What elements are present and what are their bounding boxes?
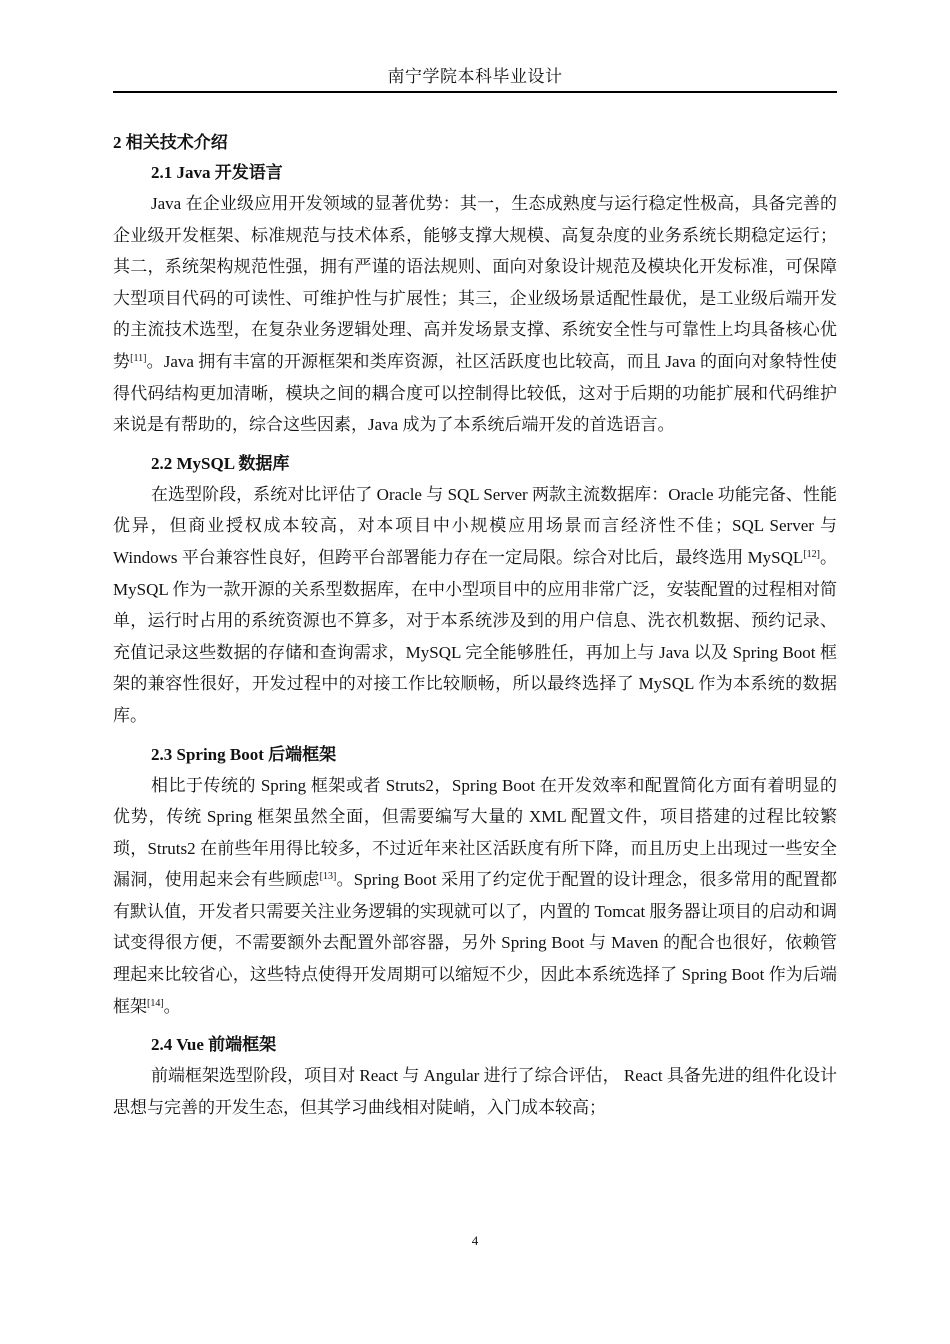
chapter-title: 2 相关技术介绍	[113, 133, 228, 152]
section-title-vue: 2.4 Vue 前端框架	[151, 1035, 277, 1055]
citation-ref: [14]	[147, 997, 164, 1009]
paragraph-text: 。	[163, 996, 181, 1016]
citation-ref: [12]	[803, 548, 820, 560]
section-title-spring-boot: 2.3 Spring Boot 后端框架	[151, 744, 337, 764]
header-rule	[113, 91, 837, 93]
paragraph-text: 。MySQL 作为一款开源的关系型数据库，在中小型项目中的应用非常广泛，安装配置的过程相对简单，运行时占用的系统资源也不算多，对于本系统涉及到的用户信息、洗衣机数据、预约记录、充值记录这些数据的存储和查询需求，MySQL 完全能够胜任，再加上与 Java 以及 Spring Boot 框架的兼容性很好，开发过程中的对接工作比较顺畅，所以最终选择了 MySQL 作为本系统的数据库。	[113, 547, 838, 725]
paragraph-java	[113, 188, 837, 441]
citation-ref: [13]	[319, 871, 337, 883]
section-title-java: 2.1 Java 开发语言	[151, 163, 283, 182]
paragraph-text: 前端框架选型阶段，项目对 React 与 Angular 进行了综合评估， React 具备先进的组件化设计思想与完善的开发生态，但其学习曲线相对陡峭，入门成本较高；	[113, 1066, 837, 1117]
paragraph-mysql	[113, 479, 837, 732]
page-header-title: 南宁学院本科毕业设计	[387, 67, 563, 86]
paragraph-text: 在选型阶段，系统对比评估了 Oracle 与 SQL Server 两款主流数据库：Oracle 功能完备、性能优异，但商业授权成本较高，对本项目中小规模应用场景而言经济性不佳；SQL Server 与 Windows 平台兼容性良好，但跨平台部署能力存在一定局限。综合对比后，最终选用 MySQL	[113, 484, 837, 567]
paragraph-text: 相比于传统的 Spring 框架或者 Struts2，Spring Boot 在开发效率和配置简化方面有着明显的优势，传统 Spring 框架虽然全面，但需要编写大量的 XML 配置文件，项目搭建的过程比较繁琐，Struts2 在前些年用得比较多，不过近年来社区活跃度有所下降，而且历史上出现过一些安全漏洞，使用起来会有些顾虑	[113, 775, 837, 890]
page-body	[113, 128, 837, 1131]
paragraph-text: Java 在企业级应用开发领域的显著优势：其一，生态成熟度与运行稳定性极高，具备完善的企业级开发框架、标准规范与技术体系，能够支撑大规模、高复杂度的业务系统长期稳定运行；其二，系统架构规范性强，拥有严谨的语法规则、面向对象设计规范及模块化开发标准，可保障大型项目代码的可读性、可维护性与扩展性；其三，企业级场景适配性最优，是工业级后端开发的主流技术选型，在复杂业务逻辑处理、高并发场景支撑、系统安全性与可靠性上均具备核心优势	[113, 194, 837, 371]
paragraph-vue	[113, 1060, 837, 1123]
citation-ref: [11]	[130, 352, 147, 364]
page-number: 4	[471, 1233, 479, 1248]
paragraph-text: 。Spring Boot 采用了约定优于配置的设计理念，很多常用的配置都有默认值，开发者只需要关注业务逻辑的实现就可以了，内置的 Tomcat 服务器让项目的启动和调试变得很方便，不需要额外去配置外部容器，另外 Spring Boot 与 Maven 的配合也很好，依赖管理起来比较省心，这些特点使得开发周期可以缩短不少，因此本系统选择了 Spring Boot 作为后端框架	[113, 870, 838, 1016]
paragraph-spring-boot	[113, 770, 837, 1023]
section-title-mysql: 2.2 MySQL 数据库	[151, 453, 290, 473]
paragraph-text: 。Java 拥有丰富的开源框架和类库资源，社区活跃度也比较高，而且 Java 的面向对象特性使得代码结构更加清晰，模块之间的耦合度可以控制得比较低，这对于后期的功能扩展和代码维护来说是有帮助的，综合这些因素，Java 成为了本系统后端开发的首选语言。	[113, 351, 837, 435]
